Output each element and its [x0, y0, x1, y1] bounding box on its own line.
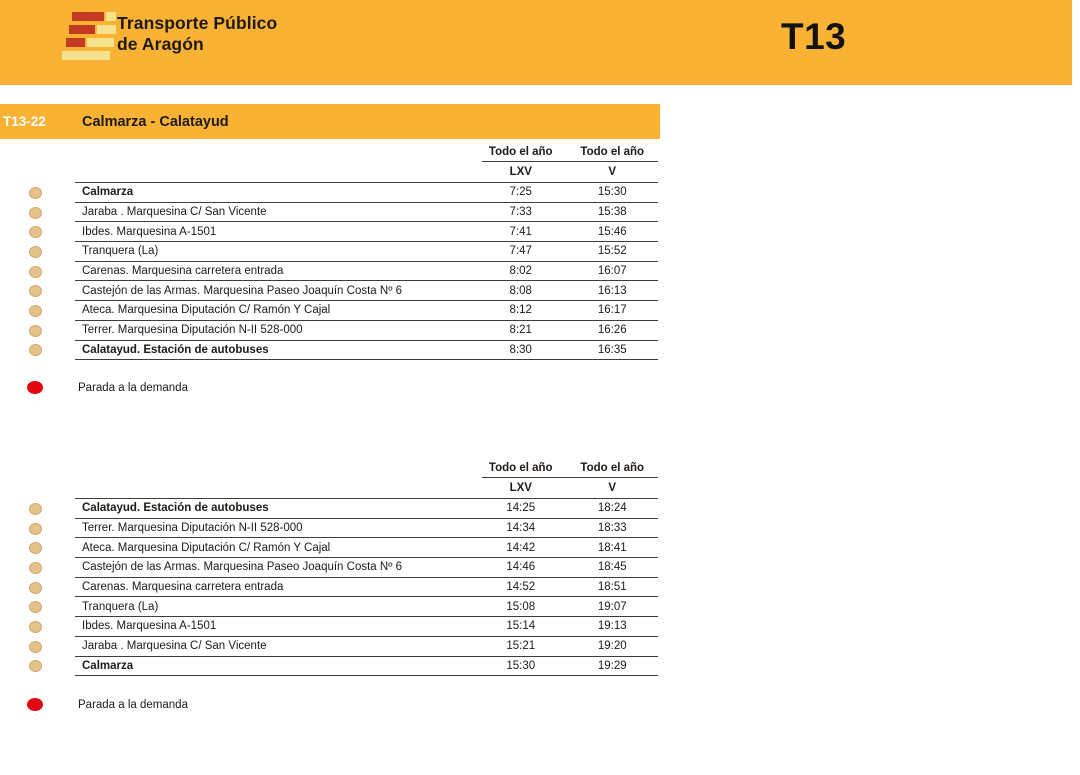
stop-name: Tranquera (La)	[82, 245, 159, 258]
stop-dot-icon	[29, 621, 42, 633]
logo-stripe	[87, 38, 114, 47]
stop-name: Ateca. Marquesina Diputación C/ Ramón Y Cajal	[82, 304, 331, 317]
logo-stripe	[72, 12, 104, 21]
stop-dot-icon	[29, 187, 42, 199]
time-v: 16:35	[597, 343, 627, 356]
time-lxv: 8:02	[509, 265, 532, 278]
logo-stripe	[106, 12, 116, 21]
route-name: Calmarza - Calatayud	[82, 113, 229, 130]
brand-name-line2: de Aragón	[117, 33, 204, 54]
stop-name: Calmarza	[82, 659, 134, 672]
time-lxv: 8:21	[509, 324, 532, 337]
stop-dot-icon	[29, 641, 42, 653]
time-lxv: 15:30	[506, 659, 536, 672]
legend-demand-stop	[27, 698, 188, 711]
season-header: Todo el año	[488, 462, 553, 474]
time-v: 19:13	[597, 620, 627, 633]
route-banner	[0, 104, 660, 139]
stop-row	[22, 242, 658, 262]
stop-dot-icon	[29, 266, 42, 278]
time-lxv: 14:34	[506, 522, 536, 535]
time-lxv: 15:14	[506, 620, 536, 633]
time-v: 19:07	[597, 600, 627, 613]
time-lxv: 14:42	[506, 541, 536, 554]
stop-dot-icon	[29, 601, 42, 613]
day-header-row	[22, 162, 658, 182]
line-number: T13	[781, 16, 847, 57]
stop-dot-icon	[29, 285, 42, 297]
time-lxv: 14:52	[506, 581, 536, 594]
time-v: 19:20	[597, 640, 627, 653]
time-v: 18:33	[597, 522, 627, 535]
day-header-row	[22, 478, 658, 498]
time-v: 15:38	[597, 206, 627, 219]
stop-name: Calmarza	[82, 186, 134, 199]
timetable-return	[22, 459, 658, 676]
time-lxv: 7:33	[509, 206, 532, 219]
logo-stripe	[62, 51, 110, 60]
time-v: 18:41	[597, 541, 627, 554]
season-header: Todo el año	[580, 146, 645, 158]
time-v: 16:17	[597, 304, 627, 317]
season-header-row	[22, 143, 658, 161]
stop-row	[22, 281, 658, 301]
time-lxv: 14:46	[506, 561, 536, 574]
time-v: 19:29	[597, 659, 627, 672]
stop-dot-icon	[29, 523, 42, 535]
time-v: 18:51	[597, 581, 627, 594]
header-bar	[0, 0, 1072, 85]
stop-dot-icon	[29, 503, 42, 515]
stop-name: Castejón de las Armas. Marquesina Paseo Joaquín Costa Nº 6	[82, 284, 402, 297]
day-header-v: V	[608, 166, 617, 178]
stop-row	[22, 499, 658, 519]
day-header-lxv: LXV	[509, 166, 532, 178]
stop-name: Ibdes. Marquesina A-1501	[82, 225, 217, 238]
legend-demand-stop	[27, 381, 188, 394]
stop-name: Ateca. Marquesina Diputación C/ Ramón Y Cajal	[82, 541, 331, 554]
stop-dot-icon	[29, 325, 42, 337]
stop-row	[22, 222, 658, 242]
stop-name: Calatayud. Estación de autobuses	[82, 502, 269, 515]
stop-row	[22, 657, 658, 677]
season-header: Todo el año	[580, 462, 645, 474]
stop-name: Carenas. Marquesina carretera entrada	[82, 265, 284, 278]
time-lxv: 15:08	[506, 600, 536, 613]
stop-row	[22, 597, 658, 617]
stop-dot-icon	[29, 305, 42, 317]
brand-name	[117, 13, 277, 54]
time-v: 18:45	[597, 561, 627, 574]
stop-dot-icon	[29, 582, 42, 594]
stop-name: Ibdes. Marquesina A-1501	[82, 620, 217, 633]
aragon-transport-logo-icon	[62, 11, 118, 63]
time-lxv: 15:21	[506, 640, 536, 653]
route-code: T13-22	[3, 114, 46, 129]
stop-row	[22, 321, 658, 341]
time-v: 16:26	[597, 324, 627, 337]
logo-stripe	[69, 25, 95, 34]
stop-row	[22, 262, 658, 282]
stop-dot-icon	[29, 344, 42, 356]
legend-label: Parada a la demanda	[78, 698, 188, 711]
stop-name: Carenas. Marquesina carretera entrada	[82, 581, 284, 594]
time-v: 15:30	[597, 186, 627, 199]
demand-stop-dot-icon	[27, 698, 43, 711]
time-v: 16:07	[597, 265, 627, 278]
stop-dot-icon	[29, 226, 42, 238]
day-header-v: V	[608, 482, 617, 494]
time-v: 18:24	[597, 502, 627, 515]
time-lxv: 7:47	[509, 245, 532, 258]
stop-name: Tranquera (La)	[82, 600, 159, 613]
season-header-row	[22, 459, 658, 477]
stop-name: Castejón de las Armas. Marquesina Paseo Joaquín Costa Nº 6	[82, 561, 402, 574]
stop-row	[22, 301, 658, 321]
stop-dot-icon	[29, 542, 42, 554]
timetable-outbound	[22, 143, 658, 360]
legend-label: Parada a la demanda	[78, 381, 188, 394]
stop-row	[22, 558, 658, 578]
stop-dot-icon	[29, 246, 42, 258]
stop-row	[22, 617, 658, 637]
stop-row	[22, 203, 658, 223]
time-lxv: 14:25	[506, 502, 536, 515]
stop-row	[22, 578, 658, 598]
brand-name-line1: Transporte Público	[117, 13, 278, 33]
timetable-rows	[22, 498, 658, 676]
season-header: Todo el año	[488, 146, 553, 158]
time-lxv: 8:12	[509, 304, 532, 317]
time-lxv: 7:25	[509, 186, 532, 199]
stop-name: Terrer. Marquesina Diputación N-II 528-000	[82, 324, 303, 337]
stop-row	[22, 538, 658, 558]
stop-dot-icon	[29, 660, 42, 672]
demand-stop-dot-icon	[27, 381, 43, 394]
stop-dot-icon	[29, 562, 42, 574]
time-v: 16:13	[597, 284, 627, 297]
stop-row	[22, 637, 658, 657]
time-v: 15:52	[597, 245, 627, 258]
timetable-rows	[22, 182, 658, 360]
time-v: 15:46	[597, 225, 627, 238]
logo-stripe	[66, 38, 85, 47]
time-lxv: 8:30	[509, 343, 532, 356]
stop-name: Jaraba . Marquesina C/ San Vicente	[82, 206, 267, 219]
time-lxv: 7:41	[509, 225, 532, 238]
day-header-lxv: LXV	[509, 482, 532, 494]
stop-name: Calatayud. Estación de autobuses	[82, 343, 269, 356]
stop-row	[22, 341, 658, 361]
stop-row	[22, 519, 658, 539]
logo-stripe	[97, 25, 116, 34]
time-lxv: 8:08	[509, 284, 532, 297]
stop-row	[22, 183, 658, 203]
stop-name: Terrer. Marquesina Diputación N-II 528-000	[82, 522, 303, 535]
stop-name: Jaraba . Marquesina C/ San Vicente	[82, 640, 267, 653]
stop-dot-icon	[29, 207, 42, 219]
